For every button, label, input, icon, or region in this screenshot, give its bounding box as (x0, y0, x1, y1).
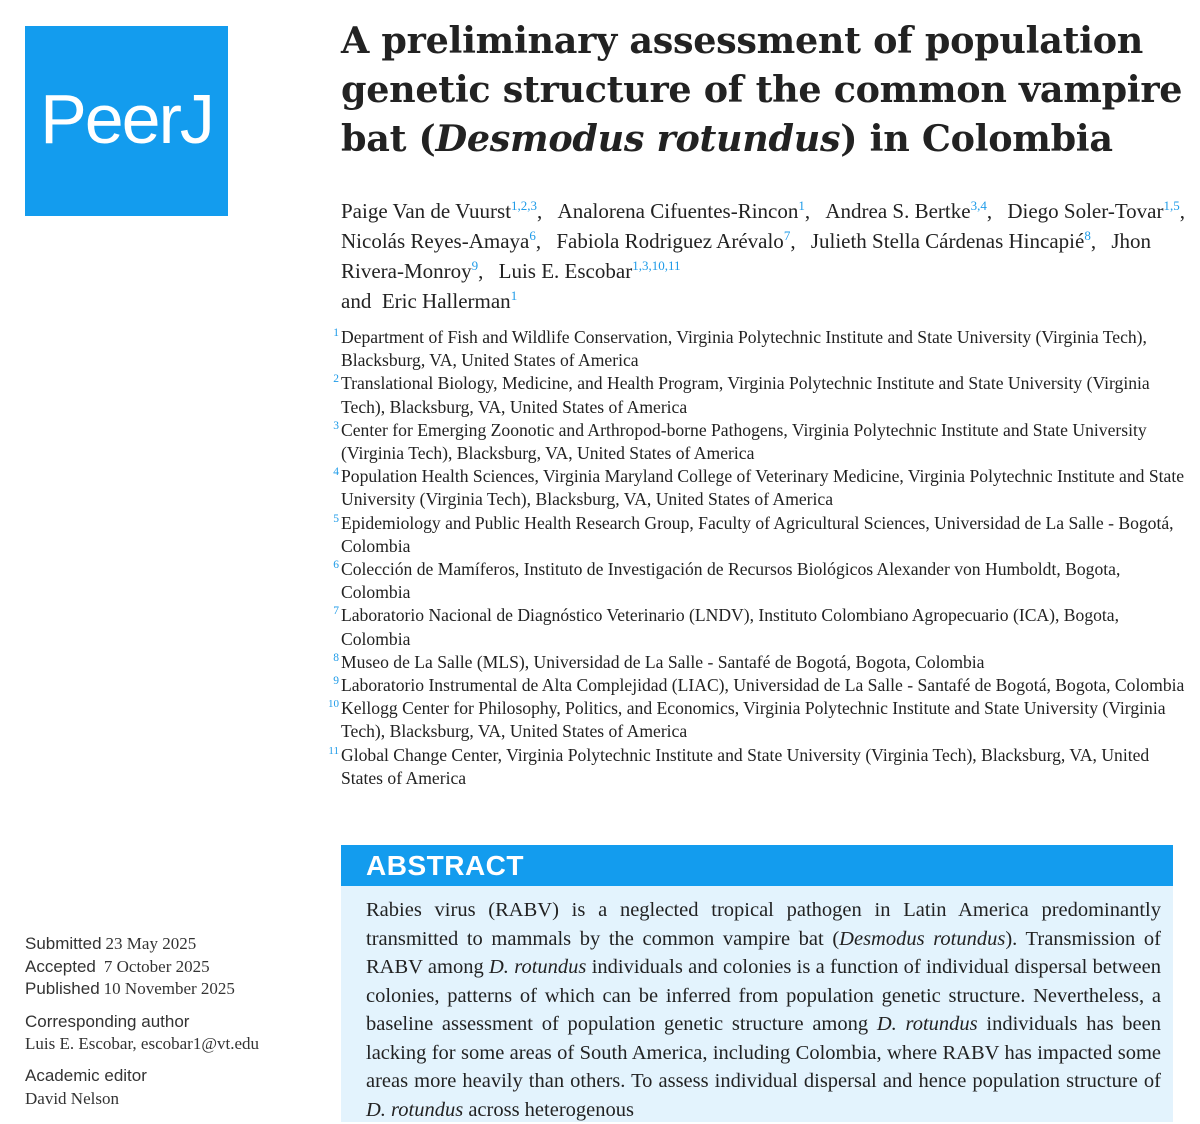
affiliation-item (333, 419, 1191, 465)
affiliation-text: Translational Biology, Medicine, and Health Program, Virginia Polytechnic Institute and State University (Virginia Tech), Blacksburg, VA, United States of America (341, 373, 1150, 417)
peerj-logo (25, 26, 228, 216)
author-affiliation-ref[interactable]: 3,4 (970, 198, 987, 213)
author-affiliation-ref[interactable]: 1,5 (1163, 198, 1180, 213)
author-affiliation-ref[interactable]: 7 (783, 228, 791, 243)
affiliation-number: 9 (333, 675, 339, 688)
corresponding-label: Corresponding author (25, 1011, 190, 1031)
abstract-species-name: D. rotundus (876, 1013, 978, 1035)
author-separator: , (535, 229, 547, 253)
abstract-species-name: D. rotundus (489, 956, 587, 978)
affiliation-text: Laboratorio Instrumental de Alta Complejidad (LIAC), Universidad de La Salle - Santafé de Bogotá, Bogota, Colombia (341, 675, 1185, 696)
editor-name: David Nelson (25, 1088, 119, 1108)
abstract-species-name: D. rotundus (366, 1098, 464, 1121)
author-separator: , (790, 229, 801, 253)
affiliation-list (328, 326, 1191, 790)
affiliation-item (333, 604, 1191, 650)
submitted-row (25, 933, 325, 956)
author-affiliation-ref[interactable]: 1,2,3 (511, 198, 538, 213)
affiliation-number: 4 (333, 466, 339, 479)
affiliation-number: 7 (333, 605, 339, 618)
accepted-row (25, 956, 325, 979)
affiliation-number: 6 (333, 559, 339, 572)
paper-title (341, 16, 1191, 163)
affiliation-number: 5 (333, 512, 339, 525)
article-meta (25, 933, 325, 1110)
author-name[interactable]: Luis E. Escobar (498, 259, 633, 283)
affiliation-number: 10 (328, 698, 339, 711)
abstract-heading: ABSTRACT (341, 845, 1173, 886)
corresponding-block (25, 1011, 325, 1056)
abstract-text-segment: individuals has been lacking for some areas of South America, including Colombia, where RABV has impacted some areas more heavily than others. To assess individual dispersal and hence population structure of (366, 1013, 1161, 1092)
author-name[interactable]: Julieth Stella Cárdenas Hincapié (810, 229, 1085, 253)
author-name[interactable]: Fabiola Rodriguez Arévalo (556, 229, 784, 253)
accepted-label: Accepted (25, 956, 96, 976)
affiliation-text: Laboratorio Nacional de Diagnóstico Veterinario (LNDV), Instituto Colombiano Agropecuario (ICA), Bogota, Colombia (341, 605, 1120, 649)
author-separator: , (1179, 199, 1185, 223)
affiliation-item (333, 465, 1191, 511)
abstract-text-segment: Rabies virus (RABV) is a neglected tropical pathogen in Latin America predominantly transmitted to mammals by the common vampire bat ( (366, 899, 1161, 950)
author-list (341, 196, 1191, 316)
logo-text: PeerJ (40, 80, 213, 158)
abstract-section (341, 845, 1173, 1122)
submitted-date: 23 May 2025 (105, 934, 197, 953)
author-affiliation-ref[interactable]: 6 (529, 228, 536, 243)
affiliation-item (333, 512, 1191, 558)
corresponding-author: Luis E. Escobar, escobar1@vt.edu (25, 1034, 260, 1053)
submitted-label: Submitted (25, 934, 102, 953)
accepted-date: 7 October 2025 (103, 956, 210, 976)
affiliation-text: Center for Emerging Zoonotic and Arthropod-borne Pathogens, Virginia Polytechnic Institute and State University (Virginia Tech), Blacksburg, VA, United States of America (341, 419, 1147, 464)
affiliation-item (328, 744, 1191, 790)
affiliation-item (328, 697, 1191, 743)
editor-block (25, 1065, 325, 1110)
abstract-text (366, 896, 1161, 1124)
author-affiliation-ref[interactable]: 8 (1084, 228, 1091, 243)
affiliation-number: 11 (328, 744, 339, 757)
affiliation-item (333, 674, 1191, 697)
author-separator: , (986, 199, 998, 223)
title-species: Desmodus rotundus (435, 117, 841, 160)
affiliation-text: Department of Fish and Wildlife Conservation, Virginia Polytechnic Institute and State University (Virginia Tech), Blacksburg, VA, United States of America (341, 327, 1147, 371)
author-name[interactable]: Nicolás Reyes-Amaya (341, 229, 530, 253)
author-name[interactable]: Analorena Cifuentes-Rincon (557, 199, 799, 223)
affiliation-text: Colección de Mamíferos, Instituto de Investigación de Recursos Biológicos Alexander von Humboldt, Bogota, Colombia (341, 559, 1121, 603)
affiliation-item (333, 558, 1191, 604)
affiliation-text: Museo de La Salle (MLS), Universidad de La Salle - Santafé de Bogotá, Bogota, Colombia (341, 651, 985, 672)
affiliation-text: Population Health Sciences, Virginia Maryland College of Veterinary Medicine, Virginia Polytechnic Institute and State University (Virginia Tech), Blacksburg, VA, United States of America (341, 466, 1185, 510)
affiliation-text: Epidemiology and Public Health Research Group, Faculty of Agricultural Sciences, Universidad de La Salle - Bogotá, Colombia (341, 512, 1174, 556)
published-date: 10 November 2025 (103, 979, 235, 998)
author-affiliation-ref[interactable]: 1,3,10,11 (632, 258, 681, 273)
author-separator: , (804, 199, 816, 223)
author-separator: , (537, 199, 548, 223)
authors-and: and (341, 289, 382, 313)
affiliation-text: Kellogg Center for Philosophy, Politics, and Economics, Virginia Polytechnic Institute and State University (Virginia Tech), Blacksburg, VA, United States of America (341, 698, 1166, 742)
affiliation-text: Global Change Center, Virginia Polytechnic Institute and State University (Virginia Tech), Blacksburg, VA, United States of America (341, 744, 1150, 788)
author-separator: , (478, 259, 489, 283)
published-label: Published (25, 979, 100, 998)
abstract-text-segment: across heterogenous (463, 1098, 634, 1121)
author-name[interactable]: Eric Hallerman (381, 289, 511, 313)
affiliation-number: 3 (333, 419, 339, 432)
affiliation-number: 1 (333, 327, 339, 339)
affiliation-item (333, 372, 1191, 418)
author-affiliation-ref[interactable]: 9 (471, 258, 479, 273)
author-name[interactable]: Andrea S. Bertke (825, 199, 971, 223)
title-part-2: ) in Colombia (840, 117, 1113, 160)
abstract-text-segment: individuals and colonies is a function of individual dispersal between colonies, patterns of which can be inferred from population genetic structure. Nevertheless, a baseline assessment of population genetic structure among (366, 956, 1161, 1035)
abstract-species-name: Desmodus rotundus (839, 927, 1006, 950)
affiliation-item (333, 326, 1191, 372)
author-affiliation-ref[interactable]: 1 (798, 198, 805, 213)
author-affiliation-ref[interactable]: 1 (510, 288, 518, 303)
affiliation-item (333, 651, 1191, 674)
author-separator: , (1090, 229, 1102, 253)
author-name[interactable]: Diego Soler-Tovar (1007, 199, 1164, 223)
author-name[interactable]: Paige Van de Vuurst (341, 199, 512, 223)
title-part-1: A preliminary assessment of population genetic structure of the common vampire bat ( (341, 19, 1183, 160)
affiliation-number: 2 (333, 373, 339, 386)
affiliation-number: 8 (333, 651, 339, 664)
author-name[interactable]: Jhon Rivera-Monroy (341, 229, 1152, 283)
abstract-text-segment: ). Transmission of RABV among (366, 927, 1162, 978)
editor-label: Academic editor (25, 1066, 147, 1085)
published-row (25, 978, 325, 1001)
